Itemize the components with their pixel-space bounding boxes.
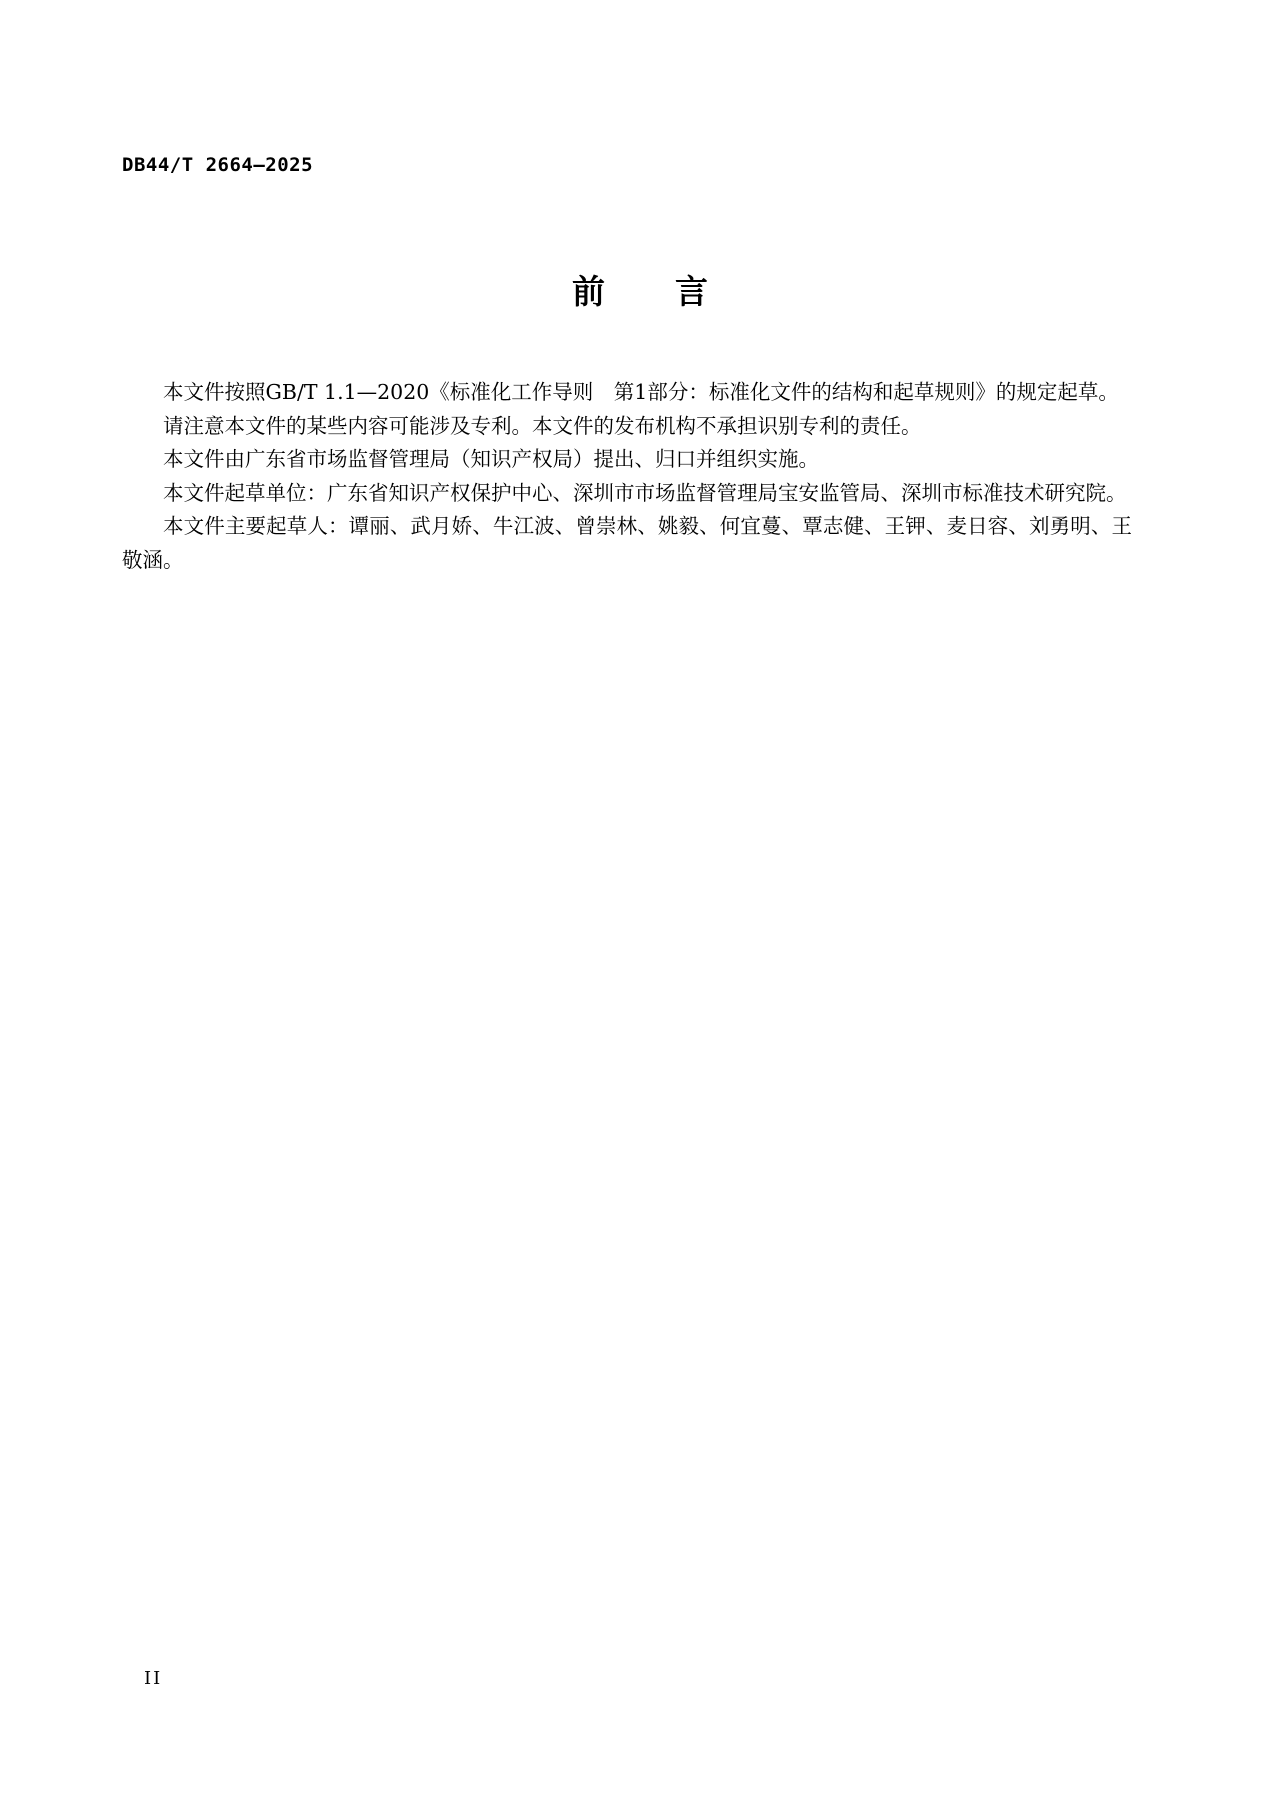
paragraph-patent-notice: 请注意本文件的某些内容可能涉及专利。本文件的发布机构不承担识别专利的责任。: [163, 413, 922, 438]
paragraph-drafters: 本文件主要起草人：谭丽、武月娇、牛江波、曾崇林、姚毅、何宜蔓、覃志健、王钾、麦日容、刘勇明、王敬涵。: [122, 514, 1132, 572]
title-char-2: 言: [675, 272, 708, 311]
paragraph-drafting-units: 本文件起草单位：广东省知识产权保护中心、深圳市市场监督管理局宝安监管局、深圳市标准技术研究院。: [163, 480, 1127, 505]
page-number: II: [144, 1668, 163, 1689]
paragraph-proposer: 本文件由广东省市场监督管理局（知识产权局）提出、归口并组织实施。: [163, 447, 819, 471]
foreword-body: [122, 376, 1132, 577]
paragraph-drafting-basis: 本文件按照GB/T 1.1—2020《标准化工作导则 第1部分：标准化文件的结构和起草规则》的规定起草。: [163, 380, 1119, 404]
page-title: [0, 266, 1280, 313]
title-char-1: 前: [572, 272, 605, 311]
document-code: DB44/T 2664—2025: [122, 154, 314, 176]
